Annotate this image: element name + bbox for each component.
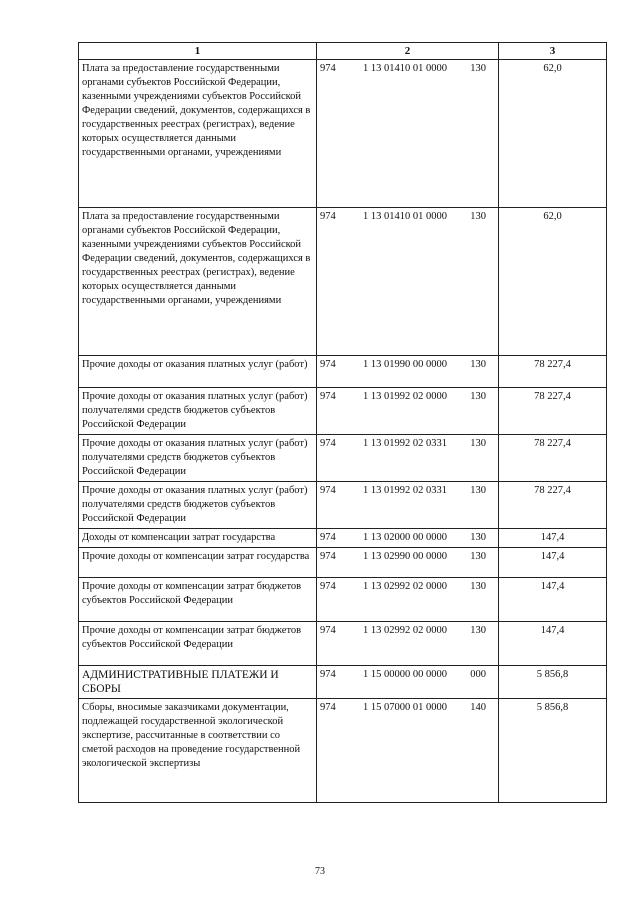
row-admin: 974 <box>320 391 336 402</box>
row-code-cell <box>317 622 499 666</box>
row-amount: 5 856,8 <box>499 699 607 803</box>
row-name: Плата за предоставление государственными органами субъектов Российской Федерации, казенными учреждениями субъектов Российской Федерации сведений, документов, содержащихся в государственных реестрах (регистрах), ведение которых осуществляется данными государственными органами, учреждениями <box>79 208 317 356</box>
row-kosgu: 130 <box>470 211 486 222</box>
row-code-cell <box>317 548 499 578</box>
row-code: 1 13 01410 01 0000 <box>363 211 447 222</box>
row-code-cell <box>317 666 499 699</box>
row-amount: 78 227,4 <box>499 388 607 435</box>
row-kosgu: 140 <box>470 702 486 713</box>
table-row <box>79 622 607 666</box>
row-code-cell <box>317 529 499 548</box>
row-admin: 974 <box>320 211 336 222</box>
row-code-cell <box>317 388 499 435</box>
row-name: Прочие доходы от оказания платных услуг (работ) <box>79 356 317 388</box>
row-amount: 147,4 <box>499 548 607 578</box>
row-name: Сборы, вносимые заказчиками документации, подлежащей государственной экологической экспертизе, рассчитанные в соответствии со сметой расходов на проведение государственной экологической экспертизы <box>79 699 317 803</box>
row-admin: 974 <box>320 551 336 562</box>
row-kosgu: 000 <box>470 669 486 680</box>
row-kosgu: 130 <box>470 485 486 496</box>
row-name: Прочие доходы от оказания платных услуг (работ) получателями средств бюджетов субъектов Российской Федерации <box>79 435 317 482</box>
row-code: 1 13 02992 02 0000 <box>363 581 447 592</box>
row-admin: 974 <box>320 625 336 636</box>
row-name: Плата за предоставление государственными органами субъектов Российской Федерации, казенными учреждениями субъектов Российской Федерации сведений, документов, содержащихся в государственных реестрах (регистрах), ведение которых осуществляется данными государственными органами, учреждениями <box>79 60 317 208</box>
row-kosgu: 130 <box>470 581 486 592</box>
row-name: Прочие доходы от компенсации затрат бюджетов субъектов Российской Федерации <box>79 622 317 666</box>
row-name: Прочие доходы от оказания платных услуг (работ) получателями средств бюджетов субъектов Российской Федерации <box>79 482 317 529</box>
table-row <box>79 699 607 803</box>
row-kosgu: 130 <box>470 359 486 370</box>
row-kosgu: 130 <box>470 63 486 74</box>
row-kosgu: 130 <box>470 532 486 543</box>
row-name: Прочие доходы от компенсации затрат бюджетов субъектов Российской Федерации <box>79 578 317 622</box>
row-code: 1 15 00000 00 0000 <box>363 669 447 680</box>
row-amount: 147,4 <box>499 529 607 548</box>
table-row <box>79 666 607 699</box>
row-admin: 974 <box>320 532 336 543</box>
row-amount: 147,4 <box>499 622 607 666</box>
table-row <box>79 356 607 388</box>
row-code-cell <box>317 699 499 803</box>
row-admin: 974 <box>320 359 336 370</box>
table-row <box>79 548 607 578</box>
row-admin: 974 <box>320 581 336 592</box>
row-admin: 974 <box>320 485 336 496</box>
row-name: Прочие доходы от компенсации затрат государства <box>79 548 317 578</box>
row-name: Прочие доходы от оказания платных услуг (работ) получателями средств бюджетов субъектов Российской Федерации <box>79 388 317 435</box>
row-code-cell <box>317 208 499 356</box>
revenue-table <box>78 42 607 803</box>
row-amount: 5 856,8 <box>499 666 607 699</box>
row-code: 1 13 01410 01 0000 <box>363 63 447 74</box>
table-row <box>79 529 607 548</box>
row-amount: 62,0 <box>499 60 607 208</box>
row-kosgu: 130 <box>470 391 486 402</box>
table-row <box>79 60 607 208</box>
table-row <box>79 435 607 482</box>
row-amount: 147,4 <box>499 578 607 622</box>
header-col-3: 3 <box>499 43 607 60</box>
row-admin: 974 <box>320 669 336 680</box>
row-amount: 78 227,4 <box>499 482 607 529</box>
header-col-1: 1 <box>79 43 317 60</box>
row-code: 1 15 07000 01 0000 <box>363 702 447 713</box>
header-row <box>79 43 607 60</box>
row-admin: 974 <box>320 438 336 449</box>
page-number: 73 <box>315 866 325 877</box>
table-row <box>79 388 607 435</box>
row-code: 1 13 01992 02 0331 <box>363 438 447 449</box>
table-row <box>79 482 607 529</box>
row-code: 1 13 02992 02 0000 <box>363 625 447 636</box>
row-code: 1 13 01992 02 0000 <box>363 391 447 402</box>
row-code: 1 13 02990 00 0000 <box>363 551 447 562</box>
row-code: 1 13 01990 00 0000 <box>363 359 447 370</box>
row-admin: 974 <box>320 63 336 74</box>
row-name: АДМИНИСТРАТИВНЫЕ ПЛАТЕЖИ И СБОРЫ <box>79 666 317 699</box>
row-code-cell <box>317 60 499 208</box>
row-kosgu: 130 <box>470 438 486 449</box>
row-code: 1 13 02000 00 0000 <box>363 532 447 543</box>
row-code: 1 13 01992 02 0331 <box>363 485 447 496</box>
row-code-cell <box>317 482 499 529</box>
table-row <box>79 578 607 622</box>
row-code-cell <box>317 356 499 388</box>
row-amount: 78 227,4 <box>499 356 607 388</box>
header-col-2: 2 <box>317 43 499 60</box>
row-code-cell <box>317 578 499 622</box>
row-name: Доходы от компенсации затрат государства <box>79 529 317 548</box>
row-code-cell <box>317 435 499 482</box>
row-admin: 974 <box>320 702 336 713</box>
row-kosgu: 130 <box>470 551 486 562</box>
row-kosgu: 130 <box>470 625 486 636</box>
row-amount: 62,0 <box>499 208 607 356</box>
row-amount: 78 227,4 <box>499 435 607 482</box>
table-row <box>79 208 607 356</box>
